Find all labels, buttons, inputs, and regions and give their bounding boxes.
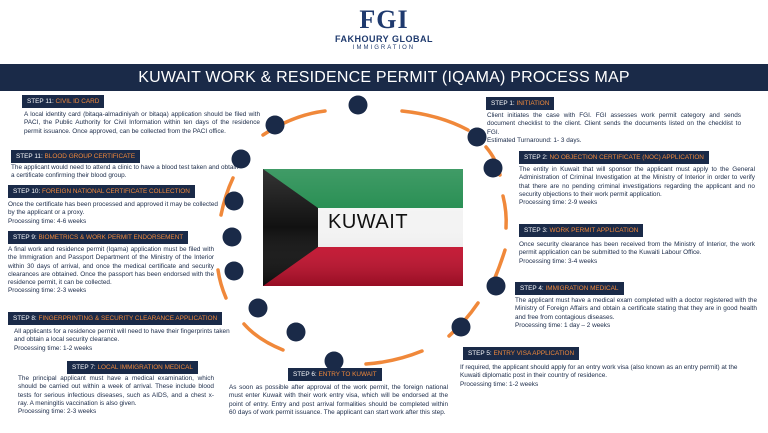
ring-node — [349, 96, 368, 115]
step-4-label: STEP 4: IMMIGRATION MEDICAL — [515, 282, 624, 295]
ring-node — [287, 323, 306, 342]
ring-node — [468, 128, 487, 147]
ring-arc-1 — [402, 111, 468, 130]
logo-mark: FGI — [359, 5, 409, 34]
ring-arc-6 — [366, 351, 422, 364]
step-3-description: Once security clearance has been received from the Ministry of Interior, the work permit application can be submitted to the Kuwaiti Labour Office. Processing time: 3-4 weeks — [519, 241, 755, 265]
ring-node — [225, 192, 244, 211]
step-1-label: STEP 1: INITIATION — [486, 97, 554, 110]
step-5-label: STEP 5: ENTRY VISA APPLICATION — [463, 347, 579, 360]
step-1-description: Client initiates the case with FGI. FGI assesses work permit category and sends document checklist to the client. Client sends the documents listed on the checklist to FGI. Estimated Turnaround: 1- 3 days. — [487, 112, 741, 144]
step-2-label: STEP 2: NO OBJECTION CERTIFICATE (NOC) APPLICATION — [519, 151, 709, 164]
ring-node — [225, 262, 244, 281]
step-11-civil-id-label: STEP 11: CIVIL ID CARD — [22, 95, 104, 108]
step-8-label: STEP 8: FINGERPRINTING & SECURITY CLEARANCE APPLICATION — [8, 312, 222, 325]
ring-node — [249, 299, 268, 318]
logo-company-subtitle: IMMIGRATION — [352, 45, 416, 51]
ring-node — [487, 277, 506, 296]
ring-arc-8 — [218, 270, 226, 298]
step-5-description: If required, the applicant should apply for an entry work visa (also known as an entry permit) at the Kuwaiti diplomatic post in their country of residence. Processing time: 1-2 weeks — [460, 364, 738, 388]
center-country-label: KUWAIT — [328, 211, 409, 233]
step-4-description: The applicant must have a medical exam completed with a doctor registered with the Ministry of Foreign Affairs and obtain a certificate stating that they are in good health and free from contagious diseases. Processing time: 1 day – 2 weeks — [515, 297, 757, 329]
step-10-description: Once the certificate has been processed and approved it may be collected by the applicant or a proxy. Processing time: 4-6 weeks — [8, 201, 218, 225]
step-11-blood-group-label: STEP 11: BLOOD GROUP CERTIFICATE — [11, 150, 140, 163]
step-8-description: All applicants for a residence permit will need to have their fingerprints taken and obtain a local security clearance. Processing time: 1-2 weeks — [14, 328, 230, 352]
step-7-label: STEP 7: LOCAL IMMIGRATION MEDICAL — [67, 361, 198, 374]
step-9-description: A final work and residence permit (Iqama) application must be filed with the Immigration and Passport Department of the Ministry of the Interior within 30 days of arrival, and once the medical certificate and security clearances are obtained. Once the passport has been endorsed with the residence permit, it can be collected. Processing time: 2-3 weeks — [8, 246, 214, 295]
step-9-label: STEP 9: BIOMETRICS & WORK PERMIT ENDORSEMENT — [8, 231, 188, 244]
ring-node — [484, 159, 503, 178]
ring-node — [452, 318, 471, 337]
step-10-label: STEP 10: FOREIGN NATIONAL CERTIFICATE COLLECTION — [8, 185, 195, 198]
ring-node — [223, 228, 242, 247]
ring-node — [266, 116, 285, 135]
step-7-description: The principal applicant must have a medical examination, which should be carried out within a week of arrival. These include blood tests for serious infectious diseases, such as AIDS, and a chest x-ray. A meningitis vaccination is also given. Processing time: 2-3 weeks — [18, 375, 214, 416]
step-6-label: STEP 6: ENTRY TO KUWAIT — [288, 368, 382, 381]
step-11-blood-group-description: The applicant would need to attend a clinic to have a blood test taken and obtain a certificate confirming their blood group. — [11, 164, 239, 180]
ring-arc-3 — [503, 196, 506, 228]
logo-company-name: FAKHOURY GLOBAL — [334, 34, 433, 44]
page-title: KUWAIT WORK & RESIDENCE PERMIT (IQAMA) PROCESS MAP — [138, 69, 630, 86]
ring-arc-4 — [494, 250, 505, 280]
step-2-description: The entity in Kuwait that will sponsor the applicant must apply to the General Administration of Criminal Investigation at the Ministry of Interior in order to verify that there are no pending criminal investigations regarding the applicant and no security objections to their work permit application. Processing time: 2-9 weeks — [519, 166, 755, 207]
step-6-description: As soon as possible after approval of the work permit, the foreign national must enter Kuwait with their work entry visa, which will be endorsed at the point of entry. Entry and post arrival formalities should be completed within 60 days of work permit issuance. The applicant can start work after this step. — [229, 384, 448, 416]
step-3-label: STEP 3: WORK PERMIT APPLICATION — [519, 224, 643, 237]
ring-arc-7 — [244, 324, 283, 350]
step-11-civil-id-description: A local identity card (bitaqa-almadiniyah or bitaqa) application should be filed with PACI, the Public Authority for Civil Information within ten days of the residence permit issuance. Once approved, can be collected from the PACI office. — [24, 111, 260, 135]
